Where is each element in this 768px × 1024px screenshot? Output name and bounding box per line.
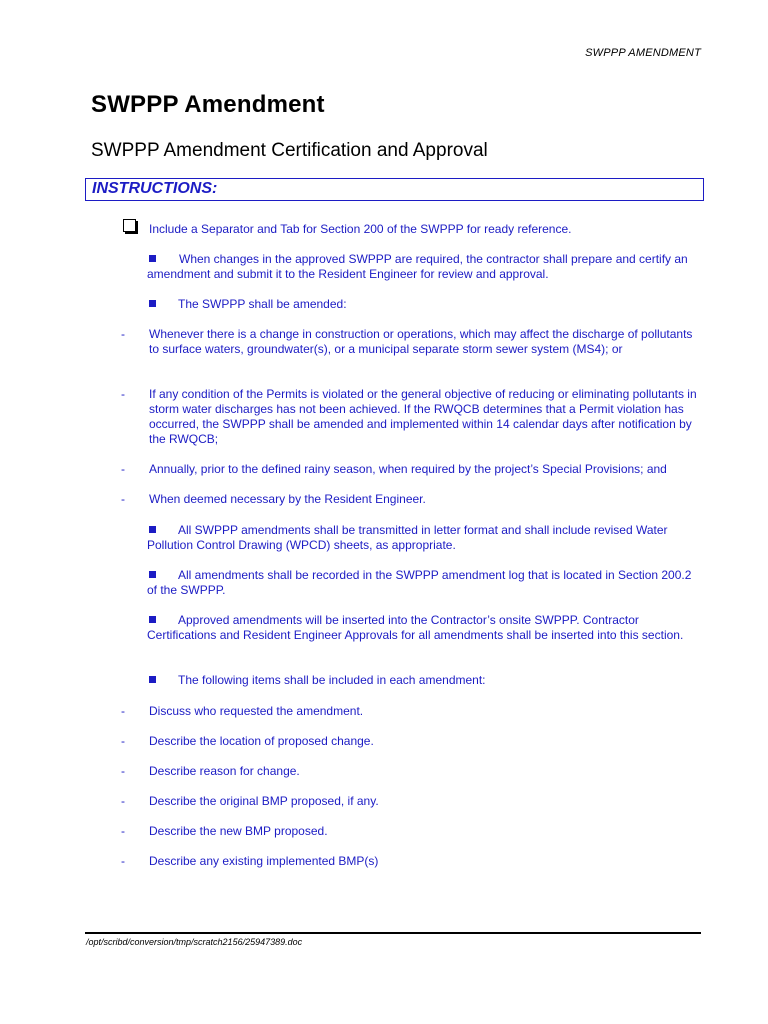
list-item-text: If any condition of the Permits is violated or the general objective of reducing or eliminating pollutants in storm water discharges has not been achieved. If the RWQCB determines that a Permit violation has occurred, the SWPPP shall be amended and implemented within 14 calendar days after notification by the RWQCB; (149, 387, 697, 446)
list-item (121, 387, 701, 447)
dash-bullet-icon: - (121, 854, 125, 868)
dash-bullet-icon: - (121, 734, 125, 748)
checkbox-icon (123, 219, 136, 232)
checkbox-item-text: Include a Separator and Tab for Section 200 of the SWPPP for ready reference. (149, 222, 572, 236)
list-item (121, 492, 701, 507)
square-bullet-icon (149, 526, 156, 533)
page-subtitle: SWPPP Amendment Certification and Approval (91, 140, 488, 161)
square-bullet-icon (149, 300, 156, 307)
list-item (121, 734, 701, 749)
list-item-text: Approved amendments will be inserted into the Contractor’s onsite SWPPP. Contractor Certifications and Resident Engineer Approvals for all amendments shall be inserted into this section. (147, 613, 684, 642)
instructions-label: INSTRUCTIONS: (92, 180, 218, 197)
list-item-text: Describe reason for change. (149, 764, 300, 778)
footer-file-path: /opt/scribd/conversion/tmp/scratch2156/25947389.doc (86, 937, 303, 947)
page-title: SWPPP Amendment (91, 91, 325, 118)
list-item-text: Describe any existing implemented BMP(s) (149, 854, 379, 868)
list-item (147, 297, 697, 312)
list-item-text: When deemed necessary by the Resident Engineer. (149, 492, 426, 506)
list-item-text: All SWPPP amendments shall be transmitted in letter format and shall include revised Water Pollution Control Drawing (WPCD) sheets, as appropriate. (147, 523, 668, 552)
list-item (121, 794, 701, 809)
list-item-text: Describe the location of proposed change. (149, 734, 374, 748)
list-item-text: Describe the original BMP proposed, if any. (149, 794, 379, 808)
footer-rule (85, 932, 701, 934)
list-item-text: Whenever there is a change in construction or operations, which may affect the discharge of pollutants to surface waters, groundwater(s), or a municipal separate storm sewer system (MS4); or (149, 327, 693, 356)
instructions-box (85, 178, 704, 201)
dash-bullet-icon: - (121, 704, 125, 718)
square-bullet-icon (149, 616, 156, 623)
dash-bullet-icon: - (121, 794, 125, 808)
list-item-text: The following items shall be included in each amendment: (178, 673, 486, 687)
list-item (121, 462, 701, 477)
running-header: SWPPP AMENDMENT (585, 47, 701, 59)
list-item (147, 613, 697, 643)
list-item (147, 523, 697, 553)
square-bullet-icon (149, 676, 156, 683)
list-item (121, 764, 701, 779)
list-item-text: Annually, prior to the defined rainy season, when required by the project’s Special Provisions; and (149, 462, 667, 476)
dash-bullet-icon: - (121, 764, 125, 778)
list-item (147, 673, 697, 688)
list-item (121, 824, 701, 839)
dash-bullet-icon: - (121, 824, 125, 838)
list-item (121, 854, 701, 869)
list-item-text: The SWPPP shall be amended: (178, 297, 347, 311)
square-bullet-icon (149, 571, 156, 578)
list-item (147, 568, 697, 598)
dash-bullet-icon: - (121, 492, 125, 506)
list-item (147, 252, 707, 282)
list-item (121, 704, 701, 719)
square-bullet-icon (149, 255, 156, 262)
dash-bullet-icon: - (121, 327, 125, 341)
list-item-text: When changes in the approved SWPPP are required, the contractor shall prepare and certify an amendment and submit it to the Resident Engineer for review and approval. (147, 252, 688, 281)
list-item-text: Describe the new BMP proposed. (149, 824, 328, 838)
list-item-text: Discuss who requested the amendment. (149, 704, 364, 718)
dash-bullet-icon: - (121, 387, 125, 401)
list-item (121, 327, 701, 372)
dash-bullet-icon: - (121, 462, 125, 476)
list-item-text: All amendments shall be recorded in the SWPPP amendment log that is located in Section 200.2 of the SWPPP. (147, 568, 692, 597)
